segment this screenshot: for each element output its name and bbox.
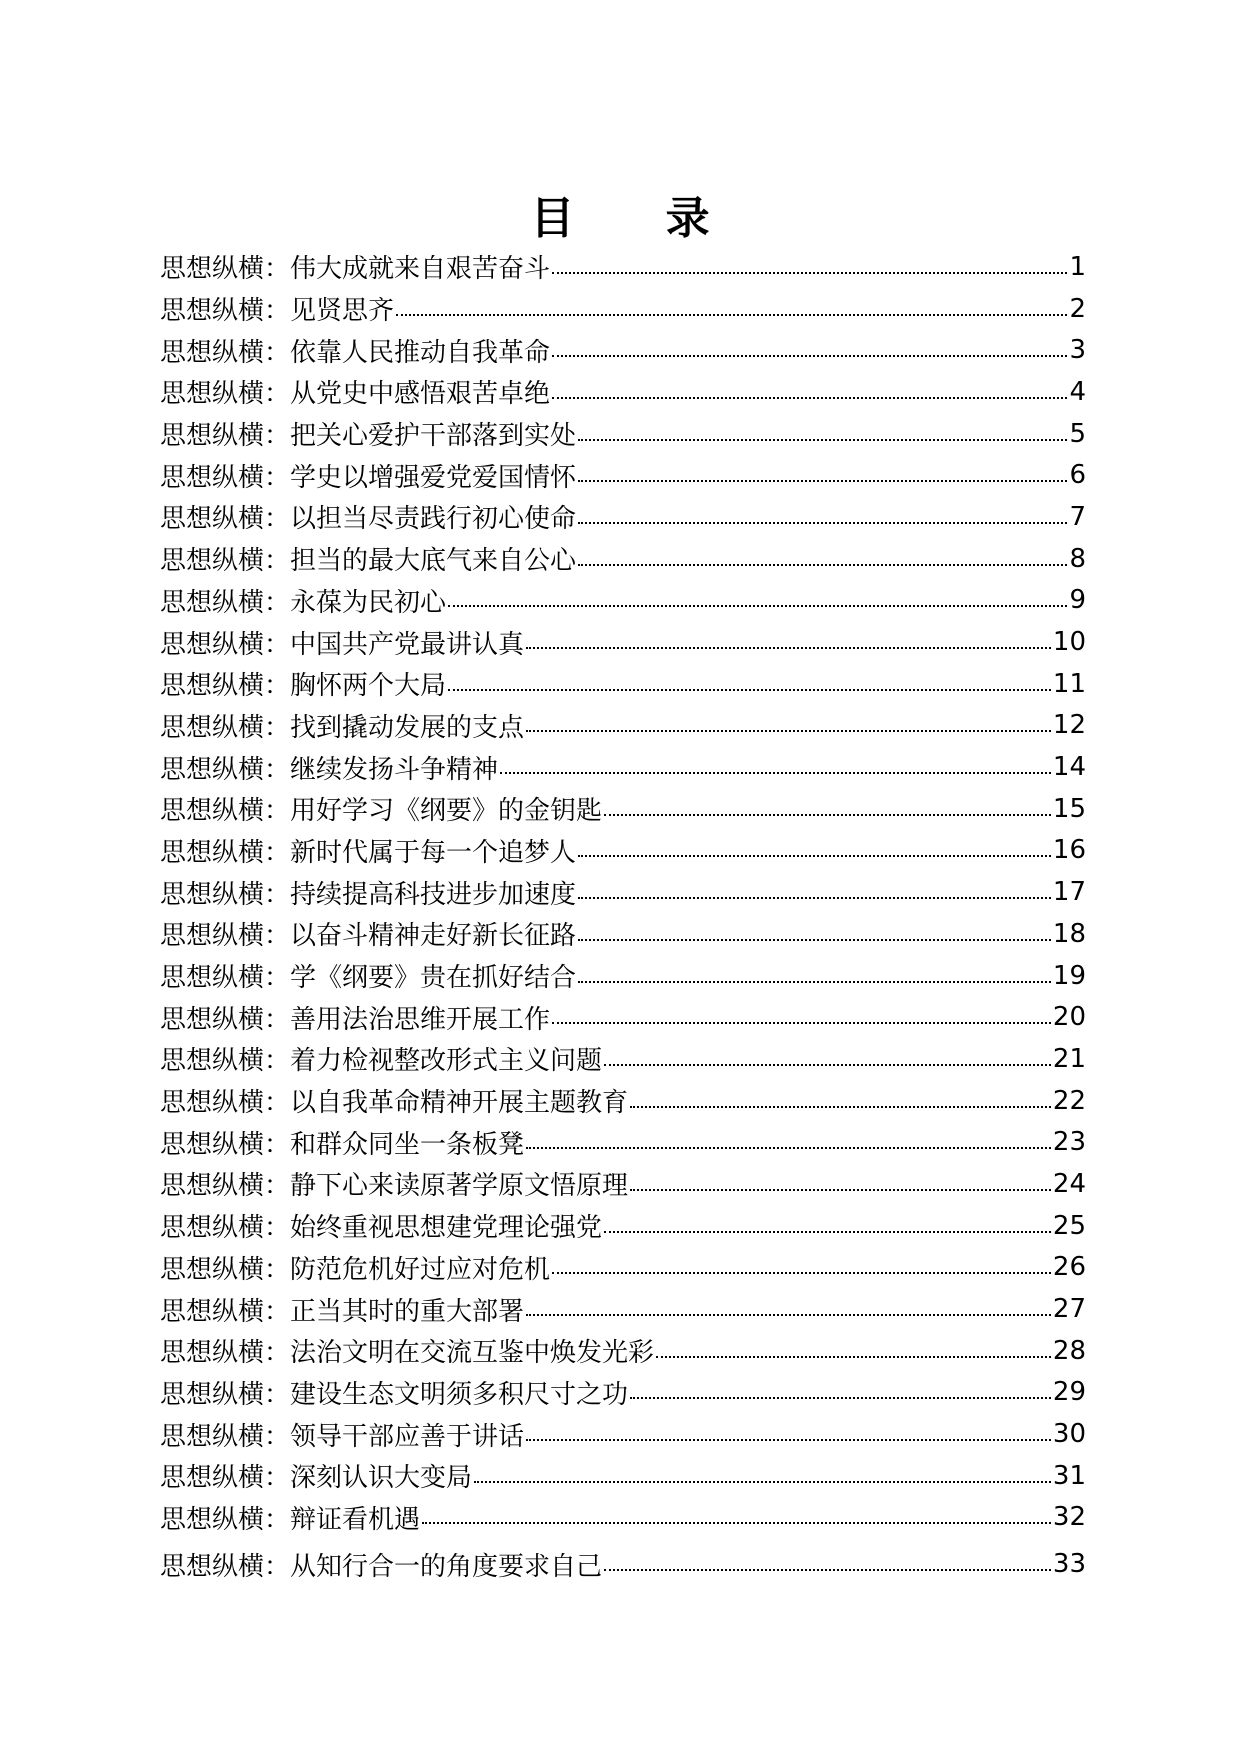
dot-leader: [552, 1272, 1051, 1274]
toc-entry-title: 思想纵横：以担当尽责践行初心使命: [160, 504, 577, 535]
toc-entry-title: 思想纵横：和群众同坐一条板凳: [160, 1129, 525, 1160]
toc-entry[interactable]: [160, 580, 1086, 622]
toc-page-number: 1: [1069, 251, 1086, 282]
toc-page-number: 18: [1052, 918, 1086, 949]
toc-entry[interactable]: [160, 621, 1086, 663]
toc-entry[interactable]: [160, 329, 1086, 371]
toc-entry[interactable]: [160, 371, 1086, 413]
toc-entry-title: 思想纵横：从知行合一的角度要求自己: [160, 1551, 603, 1582]
toc-entry-title: 思想纵横：学史以增强爱党爱国情怀: [160, 462, 577, 493]
toc-entry[interactable]: [160, 413, 1086, 455]
dot-leader: [526, 1439, 1051, 1441]
toc-page-number: 3: [1069, 335, 1086, 366]
dot-leader: [578, 564, 1067, 566]
toc-entry-title: 思想纵横：学《纲要》贵在抓好结合: [160, 963, 577, 994]
toc-entry[interactable]: [160, 746, 1086, 788]
toc-entry[interactable]: [160, 1543, 1086, 1585]
toc-entry-title: 思想纵横：把关心爱护干部落到实处: [160, 421, 577, 452]
toc-page-number: 6: [1069, 460, 1086, 491]
toc-page-number: 16: [1052, 835, 1086, 866]
dot-leader: [578, 981, 1051, 983]
toc-page-number: 12: [1052, 710, 1086, 741]
toc-entry-title: 思想纵横：领导干部应善于讲话: [160, 1421, 525, 1452]
toc-page-number: 31: [1052, 1460, 1086, 1491]
table-of-contents: [160, 246, 1086, 1585]
dot-leader: [396, 314, 1067, 316]
toc-entry-title: 思想纵横：继续发扬斗争精神: [160, 754, 499, 785]
toc-page-number: 19: [1052, 960, 1086, 991]
toc-entry[interactable]: [160, 1330, 1086, 1372]
toc-entry-title: 思想纵横：以奋斗精神走好新长征路: [160, 921, 577, 952]
toc-page-number: 27: [1052, 1294, 1086, 1325]
toc-entry[interactable]: [160, 1372, 1086, 1414]
toc-entry-title: 思想纵横：正当其时的重大部署: [160, 1296, 525, 1327]
toc-entry-title: 思想纵横：从党史中感悟艰苦卓绝: [160, 379, 551, 410]
dot-leader: [526, 1314, 1051, 1316]
toc-entry-title: 思想纵横：建设生态文明须多积尺寸之功: [160, 1379, 629, 1410]
toc-entry-title: 思想纵横：善用法治思维开展工作: [160, 1004, 551, 1035]
toc-page-number: 29: [1052, 1377, 1086, 1408]
toc-entry-title: 思想纵横：深刻认识大变局: [160, 1463, 473, 1494]
toc-page-number: 28: [1052, 1335, 1086, 1366]
toc-page-number: 33: [1052, 1549, 1086, 1580]
toc-page-number: 4: [1069, 376, 1086, 407]
toc-entry-title: 思想纵横：伟大成就来自艰苦奋斗: [160, 254, 551, 285]
toc-entry[interactable]: [160, 1247, 1086, 1289]
dot-leader: [500, 772, 1051, 774]
toc-entry[interactable]: [160, 955, 1086, 997]
toc-page-number: 17: [1052, 877, 1086, 908]
dot-leader: [552, 1022, 1051, 1024]
toc-page-number: 2: [1069, 293, 1086, 324]
dot-leader: [552, 355, 1067, 357]
dot-leader: [604, 1231, 1051, 1233]
toc-entry[interactable]: [160, 1497, 1086, 1539]
toc-entry[interactable]: [160, 1455, 1086, 1497]
toc-page-number: 26: [1052, 1252, 1086, 1283]
dot-leader: [422, 1522, 1051, 1524]
toc-page-number: 9: [1069, 585, 1086, 616]
dot-leader: [552, 272, 1067, 274]
toc-entry-title: 思想纵横：担当的最大底气来自公心: [160, 546, 577, 577]
toc-page-number: 25: [1052, 1210, 1086, 1241]
toc-entry[interactable]: [160, 1121, 1086, 1163]
toc-page-number: 15: [1052, 793, 1086, 824]
toc-entry-title: 思想纵横：用好学习《纲要》的金钥匙: [160, 796, 603, 827]
dot-leader: [448, 689, 1051, 691]
toc-entry[interactable]: [160, 663, 1086, 705]
toc-entry-title: 思想纵横：防范危机好过应对危机: [160, 1254, 551, 1285]
toc-entry[interactable]: [160, 1080, 1086, 1122]
dot-leader: [604, 1064, 1051, 1066]
toc-entry-title: 思想纵横：以自我革命精神开展主题教育: [160, 1088, 629, 1119]
toc-entry[interactable]: [160, 1205, 1086, 1247]
dot-leader: [474, 1481, 1051, 1483]
toc-page-number: 5: [1069, 418, 1086, 449]
toc-entry[interactable]: [160, 788, 1086, 830]
toc-entry[interactable]: [160, 913, 1086, 955]
dot-leader: [578, 522, 1067, 524]
toc-entry-title: 思想纵横：着力检视整改形式主义问题: [160, 1046, 603, 1077]
dot-leader: [578, 855, 1051, 857]
toc-entry-title: 思想纵横：始终重视思想建党理论强党: [160, 1213, 603, 1244]
toc-page-number: 11: [1052, 668, 1086, 699]
toc-entry-title: 思想纵横：胸怀两个大局: [160, 671, 447, 702]
toc-page-number: 10: [1052, 627, 1086, 658]
page-title: 目 录: [530, 193, 748, 245]
toc-entry[interactable]: [160, 871, 1086, 913]
toc-page-number: 22: [1052, 1085, 1086, 1116]
toc-page-number: 14: [1052, 752, 1086, 783]
dot-leader: [578, 897, 1051, 899]
toc-entry[interactable]: [160, 454, 1086, 496]
dot-leader: [526, 1147, 1051, 1149]
dot-leader: [630, 1189, 1051, 1191]
toc-page-number: 32: [1052, 1502, 1086, 1533]
dot-leader: [578, 439, 1067, 441]
toc-entry[interactable]: [160, 246, 1086, 288]
toc-entry[interactable]: [160, 496, 1086, 538]
toc-page-number: 8: [1069, 543, 1086, 574]
toc-entry-title: 思想纵横：新时代属于每一个追梦人: [160, 837, 577, 868]
dot-leader: [656, 1356, 1051, 1358]
toc-entry[interactable]: [160, 1413, 1086, 1455]
toc-entry[interactable]: [160, 996, 1086, 1038]
toc-entry[interactable]: [160, 288, 1086, 330]
toc-entry-title: 思想纵横：依靠人民推动自我革命: [160, 337, 551, 368]
dot-leader: [630, 1397, 1051, 1399]
toc-entry[interactable]: [160, 1038, 1086, 1080]
toc-entry-title: 思想纵横：中国共产党最讲认真: [160, 629, 525, 660]
dot-leader: [604, 1569, 1051, 1571]
toc-entry-title: 思想纵横：持续提高科技进步加速度: [160, 879, 577, 910]
toc-page-number: 23: [1052, 1127, 1086, 1158]
toc-entry[interactable]: [160, 1288, 1086, 1330]
toc-entry[interactable]: [160, 705, 1086, 747]
toc-entry[interactable]: [160, 538, 1086, 580]
toc-page-number: 24: [1052, 1168, 1086, 1199]
dot-leader: [552, 397, 1067, 399]
toc-page-number: 20: [1052, 1002, 1086, 1033]
dot-leader: [448, 605, 1067, 607]
toc-entry[interactable]: [160, 830, 1086, 872]
toc-entry-title: 思想纵横：找到撬动发展的支点: [160, 712, 525, 743]
toc-page-number: 7: [1069, 501, 1086, 532]
toc-page-number: 30: [1052, 1419, 1086, 1450]
dot-leader: [578, 480, 1067, 482]
toc-entry-title: 思想纵横：辩证看机遇: [160, 1504, 421, 1535]
dot-leader: [526, 647, 1051, 649]
toc-entry-title: 思想纵横：永葆为民初心: [160, 587, 447, 618]
toc-entry-title: 思想纵横：见贤思齐: [160, 296, 395, 327]
dot-leader: [526, 730, 1051, 732]
dot-leader: [630, 1106, 1051, 1108]
dot-leader: [578, 939, 1051, 941]
toc-entry-title: 思想纵横：法治文明在交流互鉴中焕发光彩: [160, 1338, 655, 1369]
toc-entry-title: 思想纵横：静下心来读原著学原文悟原理: [160, 1171, 629, 1202]
toc-page-number: 21: [1052, 1043, 1086, 1074]
toc-entry[interactable]: [160, 1163, 1086, 1205]
dot-leader: [604, 814, 1051, 816]
